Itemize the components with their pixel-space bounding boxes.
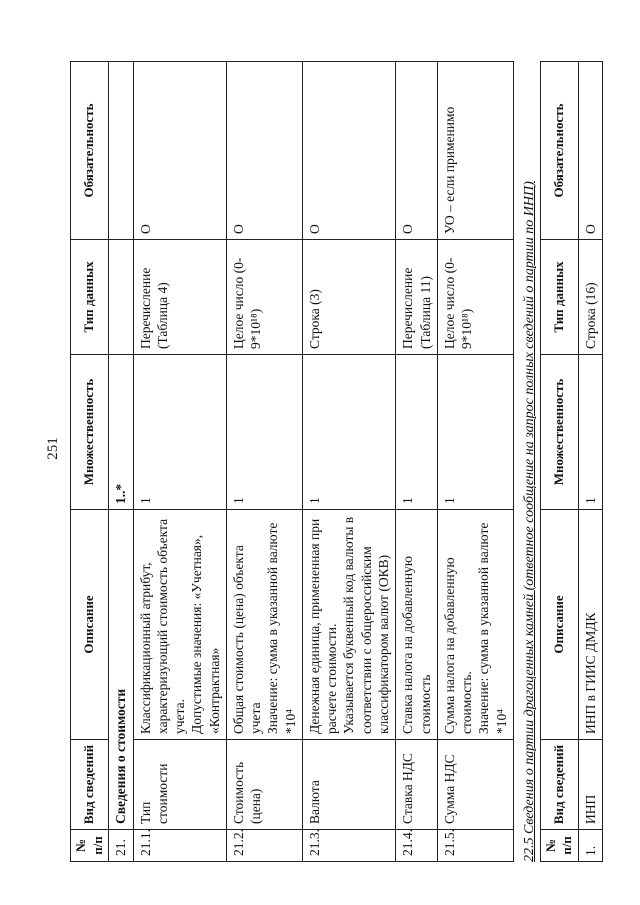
row-type: Целое число (0-9*10¹⁸) xyxy=(437,240,513,355)
stone-batch-table xyxy=(540,61,604,862)
row-required: О xyxy=(396,62,438,240)
row-name: Стоимость (цена) xyxy=(226,740,302,830)
row-num: 21.3. xyxy=(302,830,395,862)
row-multiplicity: 1 xyxy=(579,355,603,510)
row-type: Строка (16) xyxy=(579,240,603,355)
row-required: О xyxy=(579,62,603,240)
row-type: Строка (3) xyxy=(302,240,395,355)
col-header-type: Тип данных xyxy=(540,240,578,355)
row-multiplicity: 1 xyxy=(396,355,438,510)
description-line: Общая стоимость (цена) объекта учета xyxy=(230,545,264,734)
row-num: 21.5. xyxy=(437,830,513,862)
table-header-row xyxy=(71,62,109,862)
col-header-name: Вид сведений xyxy=(540,740,578,830)
description-line: Указывается буквенный код валюты в соответствии с общероссийским классификатором валют (ОКВ) xyxy=(341,516,391,734)
col-header-multiplicity: Множественность xyxy=(71,355,109,510)
row-type: Перечисление (Таблица 11) xyxy=(396,240,438,355)
row-multiplicity: 1 xyxy=(437,355,513,510)
row-multiplicity: 1 xyxy=(226,355,302,510)
row-name: ИНП xyxy=(579,740,603,830)
row-name: Тип стоимости xyxy=(133,740,226,830)
section-multiplicity: 1..* xyxy=(109,355,133,510)
row-description xyxy=(302,510,395,740)
row-num: 21.1. xyxy=(133,830,226,862)
row-num: 21.2. xyxy=(226,830,302,862)
section-num: 21. xyxy=(109,830,133,862)
table-row xyxy=(226,62,302,862)
row-description xyxy=(437,510,513,740)
row-required: О xyxy=(133,62,226,240)
table-header-row xyxy=(540,62,578,862)
row-name: Валюта xyxy=(302,740,395,830)
description-line: Значение: сумма в указанной валюте *10⁴ xyxy=(265,522,298,734)
row-description xyxy=(396,510,438,740)
row-description xyxy=(133,510,226,740)
table-row xyxy=(302,62,395,862)
section-row xyxy=(109,62,133,862)
section-empty-cell xyxy=(109,62,133,240)
section-caption: 22.5 Сведения о партии драгоценных камней (ответное сообщение на запрос полных сведений о партии по ИНП) xyxy=(521,181,537,862)
col-header-name: Вид сведений xyxy=(71,740,109,830)
col-header-num: № п/п xyxy=(71,830,109,862)
table-row xyxy=(133,62,226,862)
row-name: Сумма НДС xyxy=(437,740,513,830)
row-num: 1. xyxy=(579,830,603,862)
description-line: Ставка налога на добавленную стоимость xyxy=(400,556,433,734)
description-line: Сумма налога на добавленную стоимость. xyxy=(441,557,475,734)
value-info-table xyxy=(70,61,514,862)
col-header-description: Описание xyxy=(71,510,109,740)
description-line: Значение: сумма в указанной валюте *10⁴ xyxy=(476,522,509,734)
col-header-multiplicity: Множественность xyxy=(540,355,578,510)
row-type: Целое число (0-9*10¹⁸) xyxy=(226,240,302,355)
col-header-required: Обязательность xyxy=(540,62,578,240)
description-line: Денежная единица, примененная при расчете стоимости. xyxy=(306,518,340,734)
row-required: УО – если применимо xyxy=(437,62,513,240)
description-line: Классификационный атрибут, характеризующий стоимость объекта учета. xyxy=(137,518,188,734)
row-type: Перечисление (Таблица 4) xyxy=(133,240,226,355)
page-number: 251 xyxy=(44,437,61,460)
row-multiplicity: 1 xyxy=(302,355,395,510)
row-required: О xyxy=(226,62,302,240)
col-header-description: Описание xyxy=(540,510,578,740)
table-row xyxy=(396,62,438,862)
col-header-required: Обязательность xyxy=(71,62,109,240)
rotated-page-content xyxy=(70,62,603,862)
row-multiplicity: 1 xyxy=(133,355,226,510)
row-num: 21.4. xyxy=(396,830,438,862)
section-empty-cell xyxy=(109,240,133,355)
col-header-type: Тип данных xyxy=(71,240,109,355)
row-description: ИНП в ГИИС ДМДК xyxy=(579,510,603,740)
table-row xyxy=(579,62,603,862)
row-description xyxy=(226,510,302,740)
row-name: Ставка НДС xyxy=(396,740,438,830)
section-title: Сведения о стоимости xyxy=(109,510,133,830)
table-row xyxy=(437,62,513,862)
row-required: О xyxy=(302,62,395,240)
col-header-num: № п/п xyxy=(540,830,578,862)
description-line: Допустимые значения: «Учетная», «Контрактная» xyxy=(189,534,222,734)
